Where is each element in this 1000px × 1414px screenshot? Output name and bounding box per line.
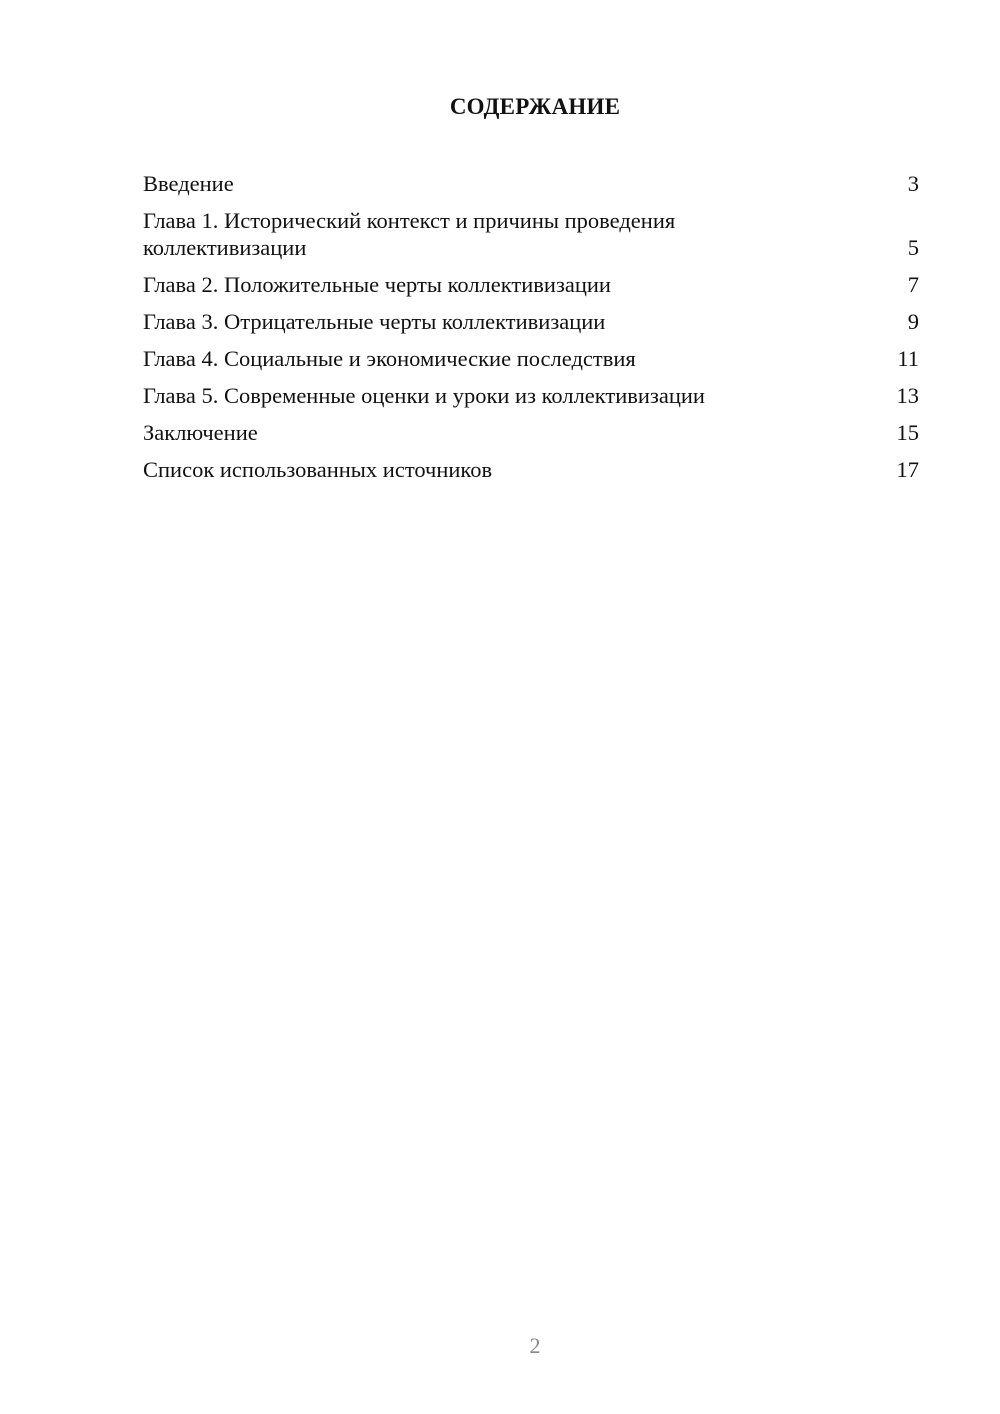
page-number: 2 [529,1333,541,1358]
toc-entry-label: Глава 4. Социальные и экономические последствия [143,346,636,371]
toc-entry-page: 3 [907,171,919,196]
toc-entry-label: Глава 2. Положительные черты коллективизации [143,272,611,297]
toc-entry-chapter-3 [143,308,919,335]
toc-entry-page: 9 [907,309,919,334]
toc-entry-conclusion [143,419,919,446]
toc-entry-label: Глава 5. Современные оценки и уроки из коллективизации [143,383,705,408]
toc-entry-label: Глава 3. Отрицательные черты коллективизации [143,309,606,334]
toc-entry-chapter-1 [143,207,919,261]
toc-entry-page: 15 [896,420,919,445]
toc-entry-label: Глава 1. Исторический контекст и причины проведения коллективизации [143,208,676,260]
toc-entry-page: 7 [907,272,919,297]
toc-entry-page: 11 [897,346,919,371]
toc-entry-chapter-2 [143,271,919,298]
toc-entry-chapter-5 [143,382,919,409]
toc-entry-page: 17 [896,457,919,482]
toc-entry-references [143,456,919,483]
toc-entry-page: 5 [907,235,919,260]
toc-entry-chapter-4 [143,345,919,372]
toc-list [143,170,919,493]
toc-entry-page: 13 [896,383,919,408]
toc-title: СОДЕРЖАНИЕ [449,94,621,119]
toc-entry-label: Заключение [143,420,258,445]
toc-entry-introduction [143,170,919,197]
toc-entry-label: Введение [143,171,234,196]
toc-entry-label: Список использованных источников [143,457,493,482]
